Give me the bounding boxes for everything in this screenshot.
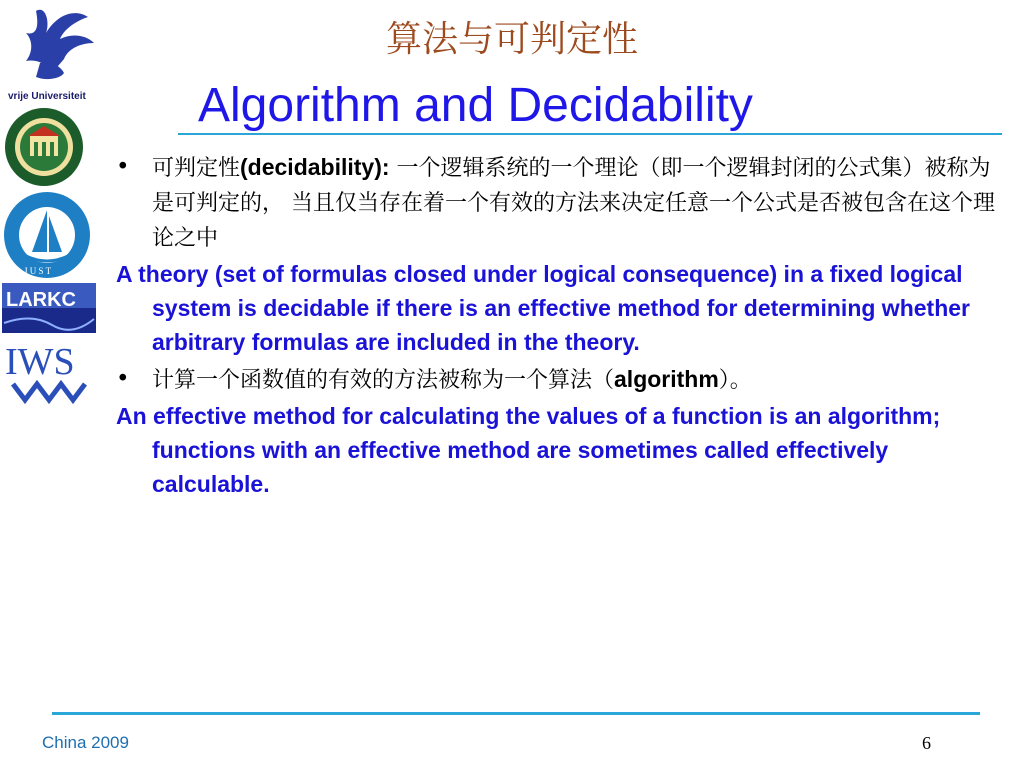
term-english: (decidability): bbox=[240, 154, 390, 180]
definition-paragraph-algorithm: An effective method for calculating the values of a function is an algorithm; functions with an effective method are sometimes called effectively calculable. bbox=[116, 403, 941, 497]
title-divider bbox=[178, 133, 1002, 135]
algorithm-term: algorithm bbox=[614, 366, 719, 392]
svg-text:vrije Universiteit: vrije Universiteit bbox=[8, 91, 86, 102]
bullet-item-algorithm bbox=[116, 362, 1006, 398]
iws-logo bbox=[3, 338, 95, 410]
southeast-university-seal bbox=[3, 106, 85, 188]
svg-text:LARKC: LARKC bbox=[6, 289, 76, 311]
just-university-seal bbox=[2, 190, 92, 280]
term-chinese: 可判定性 bbox=[152, 156, 241, 181]
footer-divider bbox=[52, 712, 980, 715]
algorithm-text-after: ）。 bbox=[718, 368, 752, 393]
svg-text:J U S T: J U S T bbox=[24, 266, 52, 276]
algorithm-text-before: 计算一个函数值的有效的方法被称为一个算法（ bbox=[152, 368, 615, 393]
definition-chinese: 一个逻辑系统的一个理论（即一个逻辑封闭的公式集）被称为是可判定的， 当且仅当存在着一个有效的方法来决定任意一个公式是否被包含在这个理论之中 bbox=[152, 156, 995, 251]
slide-title-chinese: 算法与可判定性 bbox=[385, 19, 638, 60]
bullet-item-decidability bbox=[116, 150, 1006, 256]
bullet-icon: • bbox=[116, 154, 130, 180]
definition-paragraph-theory: A theory (set of formulas closed under logical consequence) in a fixed logical system is decidable if there is an effective method for determining whether arbitrary formulas are included in the theory. bbox=[116, 261, 970, 355]
footer-text: China 2009 bbox=[42, 733, 129, 752]
slide-body bbox=[116, 150, 1006, 501]
page-number: 6 bbox=[922, 733, 931, 753]
larkc-logo bbox=[2, 283, 96, 333]
svg-text:IWS: IWS bbox=[5, 341, 75, 383]
logo-column bbox=[0, 0, 104, 420]
bullet-icon: • bbox=[116, 366, 130, 392]
slide-title-english: Algorithm and Decidability bbox=[198, 79, 753, 132]
